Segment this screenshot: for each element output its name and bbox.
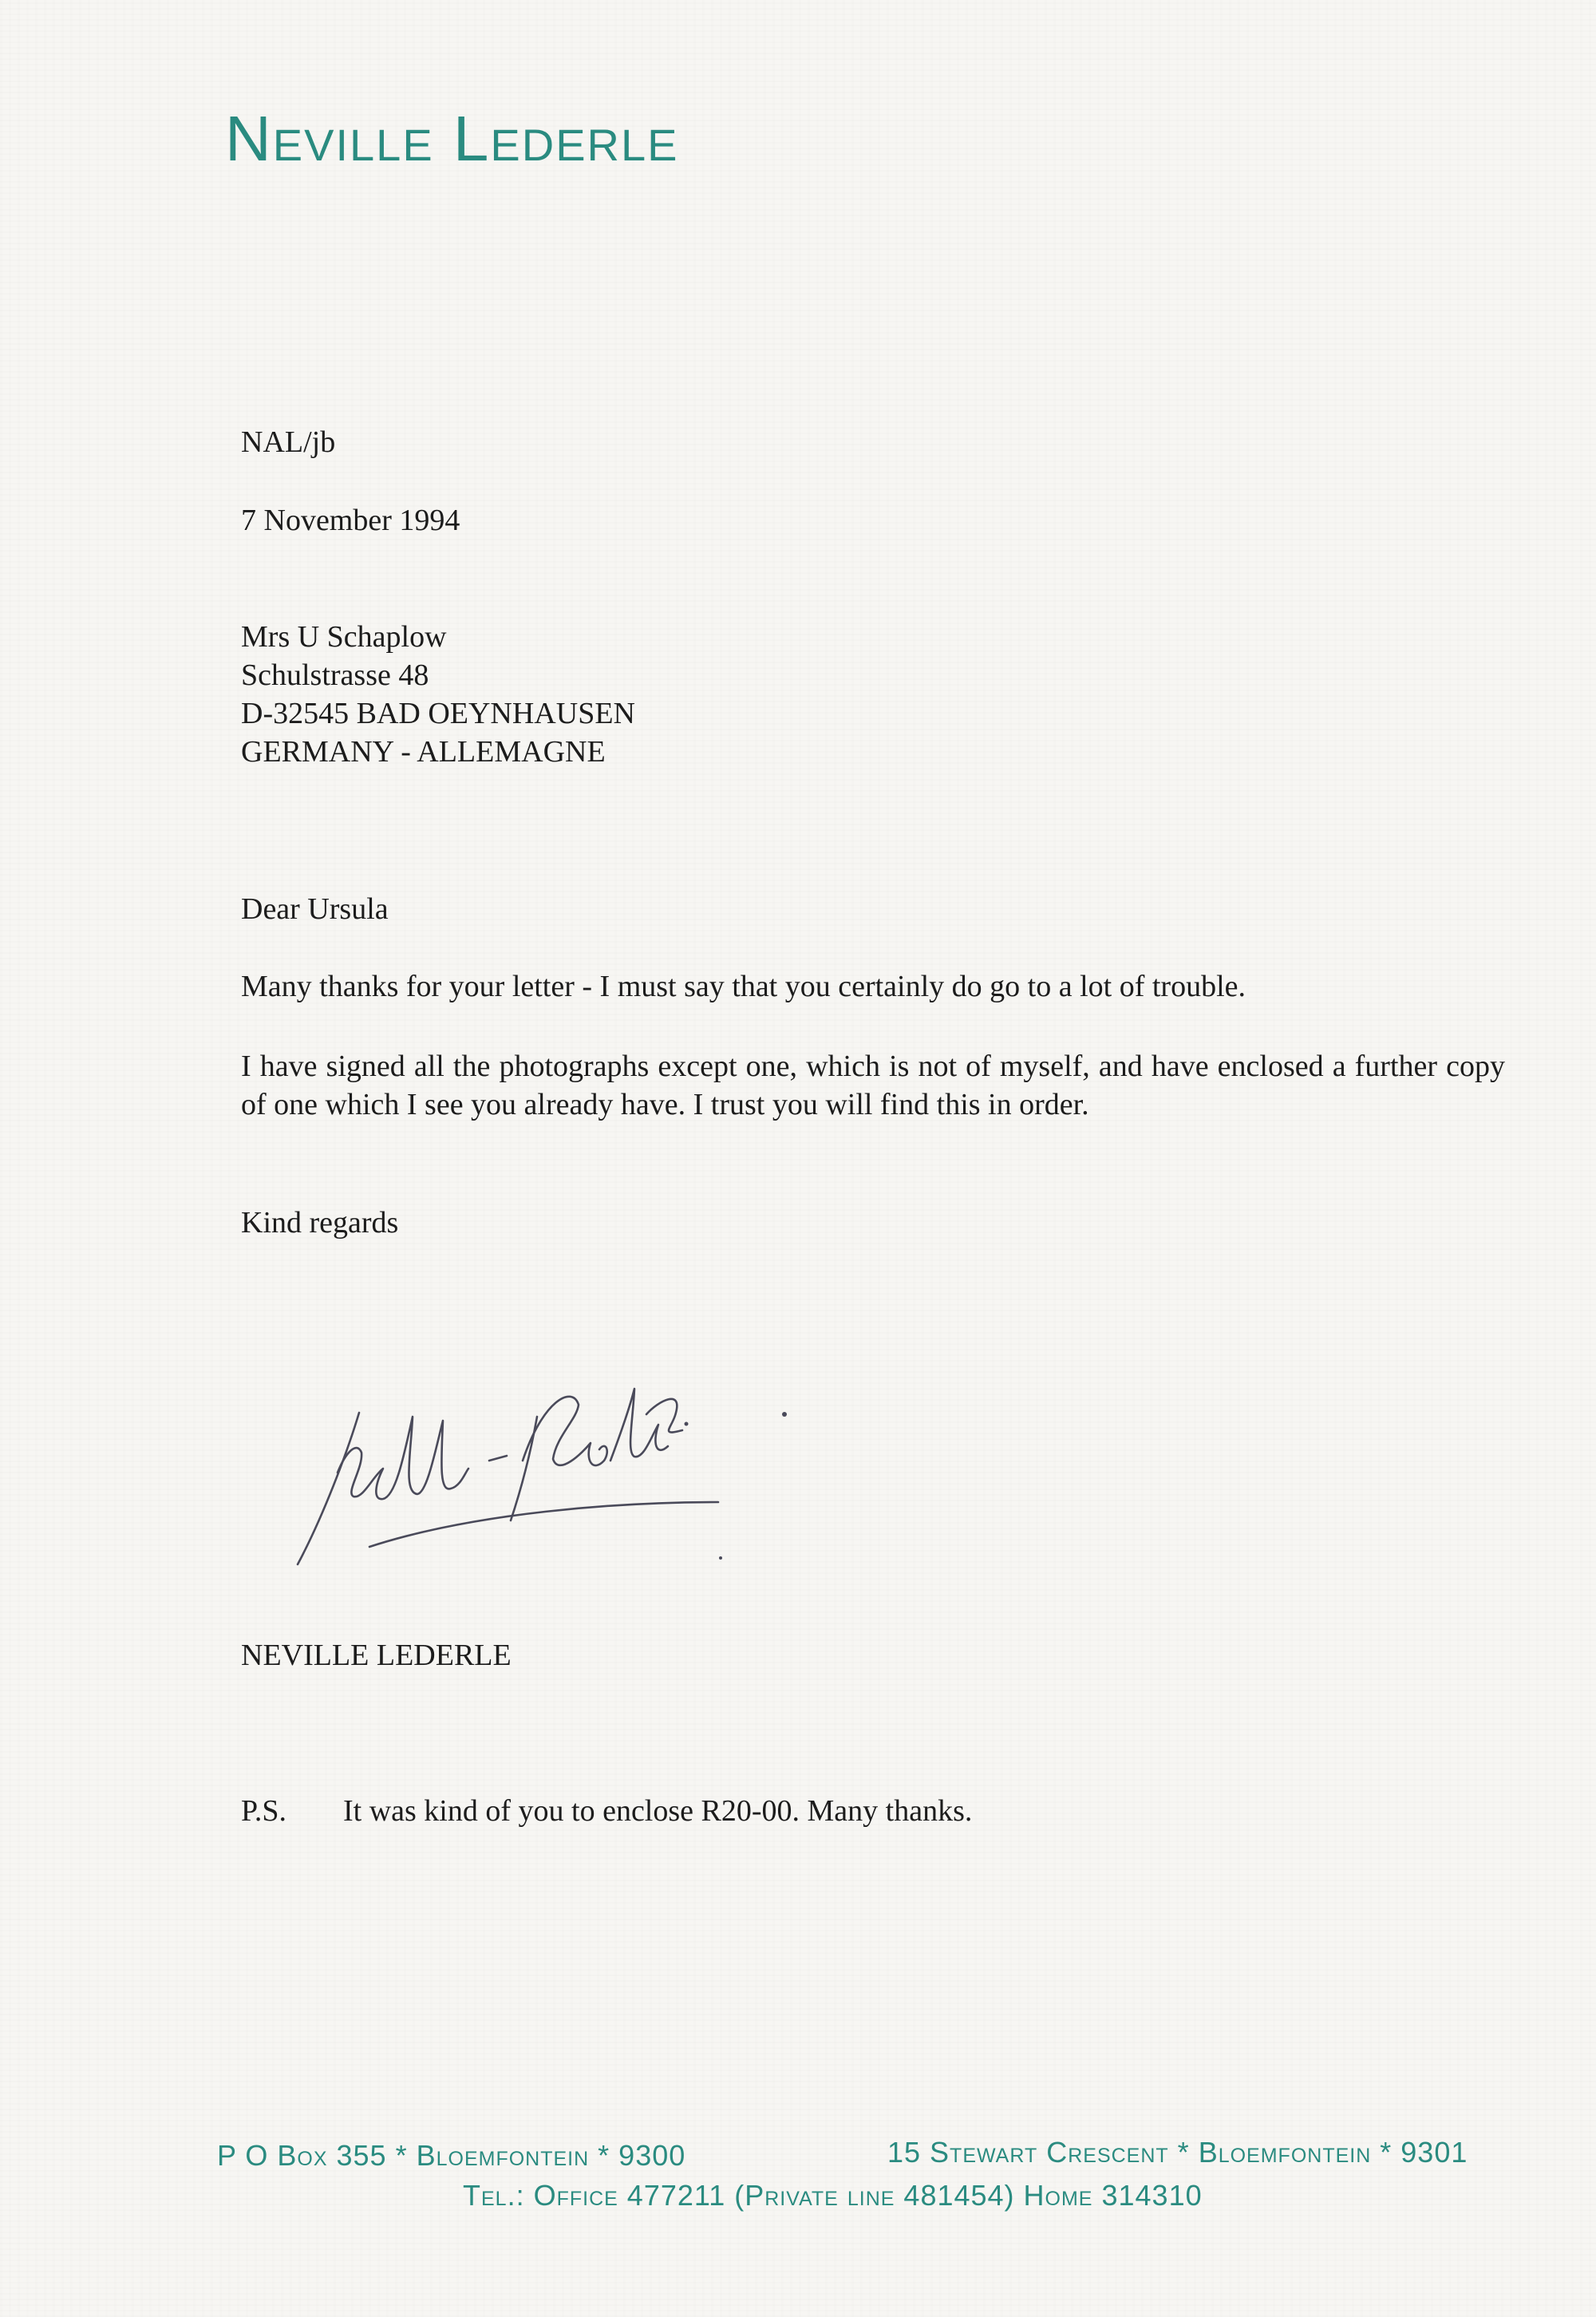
salutation: Dear Ursula [241, 892, 389, 926]
recipient-country: GERMANY - ALLEMAGNE [241, 735, 606, 769]
signer-name: NEVILLE LEDERLE [241, 1639, 512, 1672]
body-paragraph: Many thanks for your letter - I must say that you certainly do go to a lot of trouble. [241, 970, 1246, 1003]
footer-postal-address: P O Box 355 * Bloemfontein * 9300 [217, 2139, 686, 2172]
letterhead-name: Neville Lederle [225, 103, 679, 174]
postscript-text: It was kind of you to enclose R20-00. Many thanks. [343, 1794, 973, 1828]
handwritten-signature [283, 1341, 826, 1580]
postscript-label: P.S. [241, 1794, 287, 1828]
closing: Kind regards [241, 1206, 399, 1240]
recipient-address [241, 618, 635, 771]
recipient-city: D-32545 BAD OEYNHAUSEN [241, 697, 635, 730]
recipient-name: Mrs U Schaplow [241, 620, 447, 654]
recipient-street: Schulstrasse 48 [241, 658, 429, 692]
footer-telephone: Tel.: Office 477211 (Private line 481454) Home 314310 [463, 2179, 1203, 2212]
footer-street-address: 15 Stewart Crescent * Bloemfontein * 9301 [887, 2136, 1468, 2169]
reference-line: NAL/jb [241, 425, 336, 459]
letter-date: 7 November 1994 [241, 504, 460, 537]
body-paragraph: I have signed all the photographs except one, which is not of myself, and have enclosed a further copy of one which I see you already have. I trust you will find this in order. [241, 1050, 1505, 1121]
